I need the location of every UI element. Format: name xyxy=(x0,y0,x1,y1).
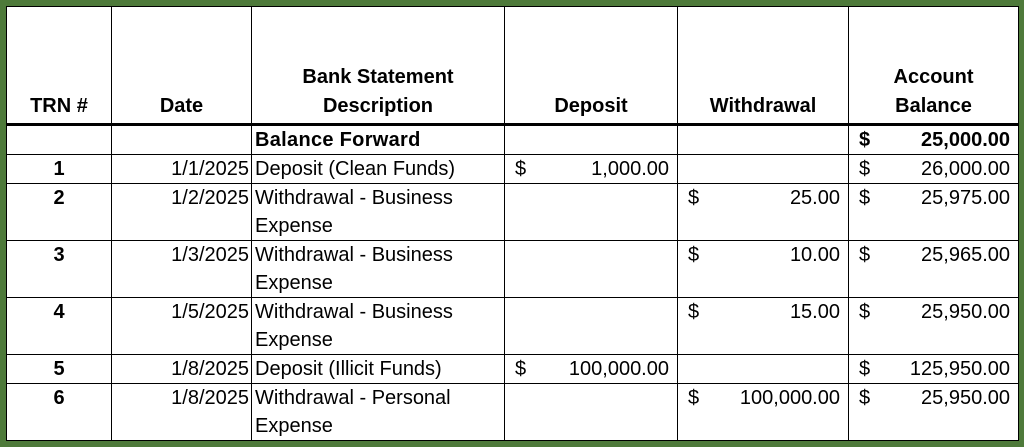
amount-value: 15.00 xyxy=(789,301,840,323)
cell-balance xyxy=(849,184,1019,241)
cell-balance xyxy=(849,355,1019,384)
currency-symbol: $ xyxy=(859,158,871,180)
cell-date: 1/1/2025 xyxy=(112,155,252,184)
currency-symbol: $ xyxy=(859,358,871,380)
balance-forward-label: Balance Forward xyxy=(252,125,505,155)
table-row xyxy=(7,355,1019,384)
cell-deposit xyxy=(505,155,678,184)
cell-trn: 5 xyxy=(7,355,112,384)
amount-value: 125,950.00 xyxy=(909,358,1010,380)
cell-withdrawal xyxy=(678,298,849,355)
amount-value: 25,975.00 xyxy=(921,187,1010,209)
cell-deposit-empty xyxy=(505,125,678,155)
amount-value: 26,000.00 xyxy=(921,158,1010,180)
cell-withdrawal xyxy=(678,184,849,241)
cell-trn: 2 xyxy=(7,184,112,241)
amount-value: 10.00 xyxy=(789,244,840,266)
table-row xyxy=(7,298,1019,355)
table-row xyxy=(7,384,1019,441)
cell-deposit xyxy=(505,184,678,241)
cell-date: 1/3/2025 xyxy=(112,241,252,298)
amount-value: 1,000.00 xyxy=(591,158,669,180)
cell-date: 1/5/2025 xyxy=(112,298,252,355)
cell-date: 1/2/2025 xyxy=(112,184,252,241)
cell-description: Withdrawal - Personal Expense xyxy=(252,384,505,441)
cell-withdrawal xyxy=(678,384,849,441)
cell-balance xyxy=(849,241,1019,298)
amount-value: 25,950.00 xyxy=(921,387,1010,409)
cell-deposit xyxy=(505,355,678,384)
balance-forward-amount xyxy=(849,125,1019,155)
amount-value: 25,965.00 xyxy=(921,244,1010,266)
cell-deposit xyxy=(505,384,678,441)
cell-withdrawal xyxy=(678,241,849,298)
cell-description: Withdrawal - Business Expense xyxy=(252,298,505,355)
cell-deposit xyxy=(505,298,678,355)
amount-value: 25.00 xyxy=(789,187,840,209)
cell-date-empty xyxy=(112,125,252,155)
currency-symbol: $ xyxy=(515,158,527,180)
cell-trn-empty xyxy=(7,125,112,155)
cell-date: 1/8/2025 xyxy=(112,355,252,384)
currency-symbol: $ xyxy=(688,301,700,323)
spreadsheet-frame xyxy=(6,6,1018,441)
cell-withdrawal-empty xyxy=(678,125,849,155)
balance-forward-row xyxy=(7,125,1019,155)
cell-description: Withdrawal - Business Expense xyxy=(252,241,505,298)
cell-deposit xyxy=(505,241,678,298)
cell-description: Deposit (Clean Funds) xyxy=(252,155,505,184)
currency-symbol: $ xyxy=(859,129,871,151)
header-row xyxy=(7,7,1019,125)
cell-balance xyxy=(849,155,1019,184)
cell-date: 1/8/2025 xyxy=(112,384,252,441)
table-row xyxy=(7,241,1019,298)
header-withdrawal: Withdrawal xyxy=(678,7,849,125)
currency-symbol: $ xyxy=(688,244,700,266)
table-row xyxy=(7,155,1019,184)
currency-symbol: $ xyxy=(859,301,871,323)
amount-value: 100,000.00 xyxy=(568,358,669,380)
header-trn: TRN # xyxy=(7,7,112,125)
amount-value: 25,000.00 xyxy=(921,129,1010,151)
header-date: Date xyxy=(112,7,252,125)
currency-symbol: $ xyxy=(859,387,871,409)
amount-value: 100,000.00 xyxy=(739,387,840,409)
currency-symbol: $ xyxy=(859,187,871,209)
amount-value: 25,950.00 xyxy=(921,301,1010,323)
cell-balance xyxy=(849,384,1019,441)
header-balance: Account Balance xyxy=(849,7,1019,125)
cell-withdrawal xyxy=(678,355,849,384)
table-row xyxy=(7,184,1019,241)
bank-statement-table xyxy=(6,6,1019,441)
currency-symbol: $ xyxy=(688,187,700,209)
cell-description: Deposit (Illicit Funds) xyxy=(252,355,505,384)
cell-trn: 1 xyxy=(7,155,112,184)
cell-trn: 4 xyxy=(7,298,112,355)
cell-withdrawal xyxy=(678,155,849,184)
currency-symbol: $ xyxy=(515,358,527,380)
currency-symbol: $ xyxy=(688,387,700,409)
cell-trn: 6 xyxy=(7,384,112,441)
header-deposit: Deposit xyxy=(505,7,678,125)
header-description: Bank Statement Description xyxy=(252,7,505,125)
cell-description: Withdrawal - Business Expense xyxy=(252,184,505,241)
cell-balance xyxy=(849,298,1019,355)
cell-trn: 3 xyxy=(7,241,112,298)
currency-symbol: $ xyxy=(859,244,871,266)
